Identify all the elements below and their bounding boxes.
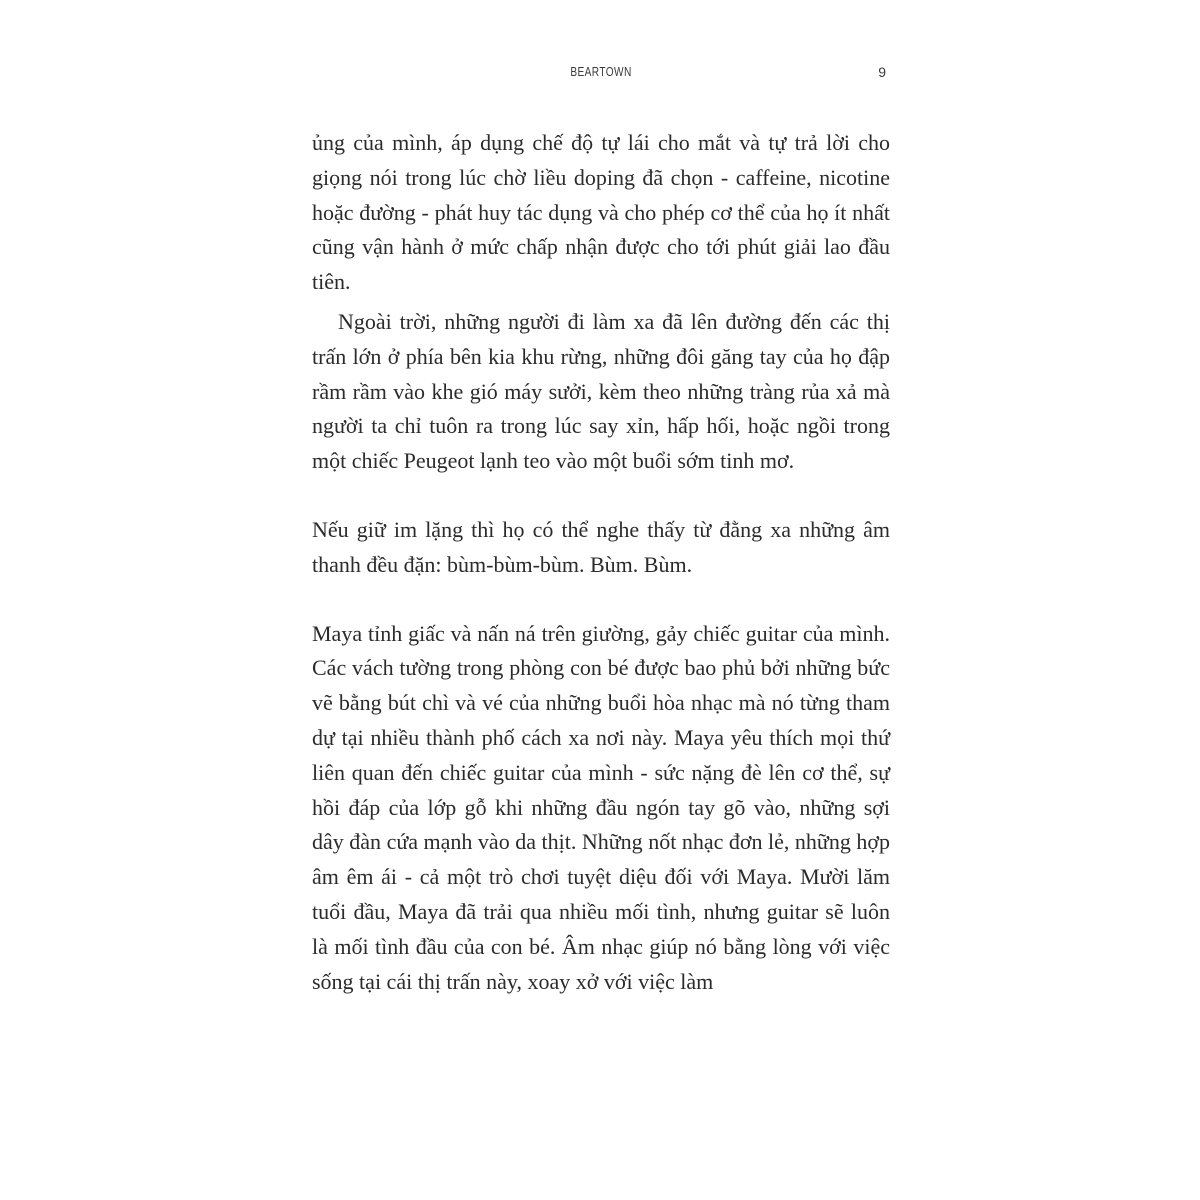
- running-title: BEARTOWN: [570, 64, 632, 79]
- paragraph-maya: Maya tỉnh giấc và nấn ná trên giường, gảy chiếc guitar của mình. Các vách tường trong phòng con bé được bao phủ bởi những bức vẽ bằng bút chì và vé của những buổi hòa nhạc mà nó từng tham dự tại nhiều thành phố cách xa nơi này. Maya yêu thích mọi thứ liên quan đến chiếc guitar của mình - sức nặng đè lên cơ thể, sự hồi đáp của lớp gỗ khi những đầu ngón tay gõ vào, những sợi dây đàn cứa mạnh vào da thịt. Những nốt nhạc đơn lẻ, những hợp âm êm ái - cả một trò chơi tuyệt diệu đối với Maya. Mười lăm tuổi đầu, Maya đã trải qua nhiều mối tình, nhưng guitar sẽ luôn là mối tình đầu của con bé. Âm nhạc giúp nó bằng lòng với việc sống tại cái thị trấn này, xoay xở với việc làm: [312, 620, 890, 994]
- body-text: [312, 126, 890, 999]
- paragraph-continued: ủng của mình, áp dụng chế độ tự lái cho mắt và tự trả lời cho giọng nói trong lúc chờ liều doping đã chọn - caffeine, nicotine hoặc đường - phát huy tác dụng và cho phép cơ thể của họ ít nhất cũng vận hành ở mức chấp nhận được cho tới phút giải lao đầu tiên.: [312, 130, 890, 295]
- paragraph-sounds: Nếu giữ im lặng thì họ có thể nghe thấy từ đằng xa những âm thanh đều đặn: bùm-bùm-bùm. Bùm. Bùm.: [312, 516, 890, 577]
- running-head: [312, 64, 890, 86]
- page-number: 9: [878, 64, 886, 80]
- paragraph-commuters: Ngoài trời, những người đi làm xa đã lên đường đến các thị trấn lớn ở phía bên kia khu rừng, những đôi găng tay của họ đập rầm rầm vào khe gió máy sưởi, kèm theo những tràng rủa xả mà người ta chỉ tuôn ra trong lúc say xỉn, hấp hối, hoặc ngồi trong một chiếc Peugeot lạnh teo vào một buổi sớm tinh mơ.: [312, 308, 890, 474]
